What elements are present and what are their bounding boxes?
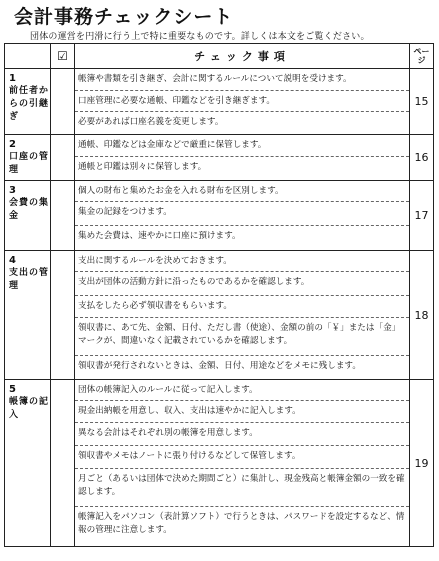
section-items xyxy=(75,135,410,181)
header-blank xyxy=(5,44,51,69)
check-item: 口座管理に必要な通帳、印鑑などを引き継ぎます。 xyxy=(75,91,409,112)
section-name: 前任者からの引継ぎ xyxy=(9,86,50,122)
check-item: 領収書が発行されないときは、金額、日付、用途などをメモに残します。 xyxy=(78,361,361,371)
check-item: 必要があれば口座名義を変更します。 xyxy=(78,117,224,127)
check-item: 支払をしたら必ず領収書をもらいます。 xyxy=(75,296,409,318)
check-cell[interactable] xyxy=(51,380,75,547)
section-row xyxy=(5,380,434,547)
check-item: 個人の財布と集めたお金を入れる財布を区別します。 xyxy=(75,181,409,202)
check-item: 通帳と印鑑は別々に保管します。 xyxy=(78,162,207,172)
header-page: ページ xyxy=(410,44,434,69)
check-item: 支出が団体の活動方針に沿ったものであるかを確認します。 xyxy=(75,272,409,296)
section-label xyxy=(5,69,51,135)
page-subtitle: 団体の運営を円滑に行う上で特に重要なものです。詳しくは本文をご覧ください。 xyxy=(30,32,370,42)
check-cell[interactable] xyxy=(51,135,75,181)
check-item: 月ごと（あるいは団体で決めた期間ごと）に集計し、現金残高と帳簿金額の一致を確認します。 xyxy=(75,469,409,507)
check-item: 集めた会費は、速やかに口座に預けます。 xyxy=(78,231,241,241)
check-item: 帳簿記入をパソコン（表計算ソフト）で行うときは、パスワードを設定するなど、情報の管理に注意します。 xyxy=(78,512,405,535)
section-items xyxy=(75,251,410,380)
section-number: 2 xyxy=(9,139,16,150)
section-row xyxy=(5,181,434,251)
check-item: 帳簿や書類を引き継ぎ、会計に関するルールについて説明を受けます。 xyxy=(75,69,409,91)
table-header xyxy=(5,44,434,69)
header-items: チェック事項 xyxy=(75,44,410,69)
page-title: 会計事務チェックシート xyxy=(14,6,234,28)
check-item: 団体の帳簿記入のルールに従って記入します。 xyxy=(75,380,409,401)
page-number: 18 xyxy=(410,251,434,380)
section-number: 4 xyxy=(9,255,16,266)
section-name: 支出の管理 xyxy=(9,268,50,291)
section-label xyxy=(5,135,51,181)
page-number: 15 xyxy=(410,69,434,135)
page-number: 16 xyxy=(410,135,434,181)
section-row xyxy=(5,135,434,181)
section-name: 帳簿の記入 xyxy=(9,397,50,420)
section-items xyxy=(75,380,410,547)
section-number: 3 xyxy=(9,185,16,196)
section-name: 会費の集金 xyxy=(9,198,50,221)
check-item: 領収書やメモはノートに張り付けるなどして保管します。 xyxy=(75,446,409,469)
section-number: 5 xyxy=(9,384,16,395)
check-item: 異なる会計はそれぞれ別の帳簿を用意します。 xyxy=(75,423,409,446)
section-items xyxy=(75,181,410,251)
check-cell[interactable] xyxy=(51,251,75,380)
check-item: 現金出納帳を用意し、収入、支出は速やかに記入します。 xyxy=(75,401,409,423)
header-check-icon: ☑ xyxy=(51,44,75,69)
section-row xyxy=(5,251,434,380)
check-item: 集金の記録をつけます。 xyxy=(75,202,409,226)
check-item: 通帳、印鑑などは金庫などで厳重に保管します。 xyxy=(75,135,409,157)
section-number: 1 xyxy=(9,73,16,84)
section-label xyxy=(5,181,51,251)
page-number: 17 xyxy=(410,181,434,251)
check-item: 支出に関するルールを決めておきます。 xyxy=(75,251,409,272)
section-label xyxy=(5,251,51,380)
section-row xyxy=(5,69,434,135)
section-name: 口座の管理 xyxy=(9,152,50,175)
checklist-table xyxy=(4,43,434,547)
section-label xyxy=(5,380,51,547)
section-items xyxy=(75,69,410,135)
check-item: 領収書に、あて先、金額、日付、ただし書（使途）、金額の前の「￥」または「金」マークが、間違いなく記載されているかを確認します。 xyxy=(75,318,409,356)
check-cell[interactable] xyxy=(51,69,75,135)
page-number: 19 xyxy=(410,380,434,547)
check-cell[interactable] xyxy=(51,181,75,251)
